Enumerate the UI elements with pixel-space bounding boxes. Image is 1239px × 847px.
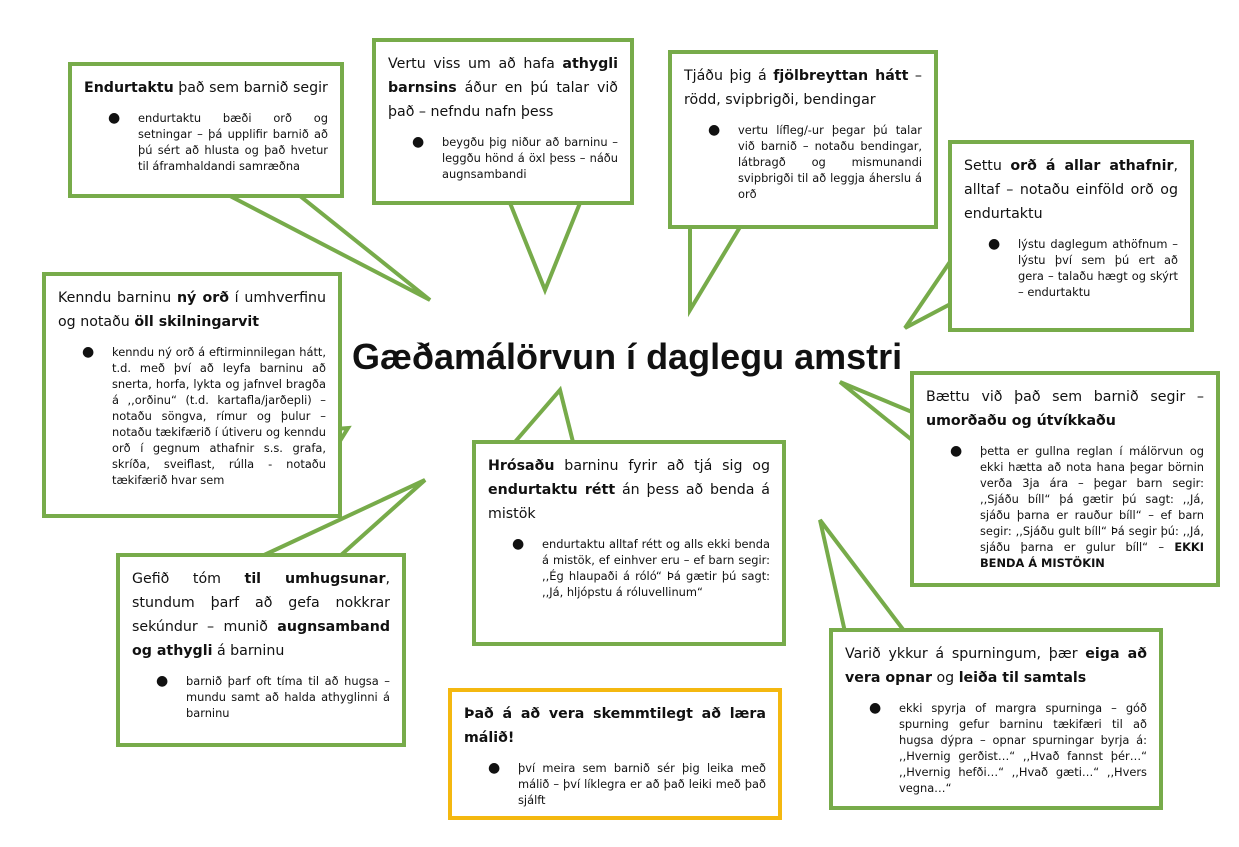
boxes.praise.head-run: barninu fyrir að tjá sig og xyxy=(554,458,770,474)
bullet-dot-icon: ● xyxy=(82,344,95,360)
box-repeat xyxy=(68,62,344,198)
bullet-dot-icon: ● xyxy=(869,700,882,716)
boxes.questions.head-run: leiða til samtals xyxy=(958,670,1087,686)
page-title: Gæðamálörvun í daglegu amstri xyxy=(352,336,903,377)
boxes.attention.head-run: athygli barnsins xyxy=(388,56,618,96)
box-varied xyxy=(668,50,938,229)
boxes.attention.head-run: áður en þú talar við það – nefndu nafn þess xyxy=(388,80,618,120)
boxes.words.head-run: Settu xyxy=(964,158,1011,174)
boxes.words.head-run: , alltaf – notaðu einföld orð og endurtaktu xyxy=(964,158,1178,222)
boxes.teach.head-run: Kenndu barninu xyxy=(58,290,177,306)
box-heading xyxy=(964,154,1178,226)
boxes.varied.head-run: Tjáðu þig á xyxy=(684,68,774,84)
boxes.time.head-run: , stundum þarf að gefa nokkrar sekúndur – munið xyxy=(132,571,390,635)
bullet-text xyxy=(518,760,766,808)
box-expand xyxy=(910,371,1220,587)
bullet-dot-icon: ● xyxy=(512,536,525,552)
box-heading xyxy=(132,567,390,663)
box-heading xyxy=(684,64,922,112)
bullet-text xyxy=(899,700,1147,796)
box-fun xyxy=(448,688,782,820)
bullet-dot-icon: ● xyxy=(950,443,963,459)
box-praise xyxy=(472,440,786,646)
boxes.praise.head-run: Hrósaðu xyxy=(488,458,555,474)
boxes.time.head-run: augnsamband og athygli xyxy=(132,619,390,659)
bullet-dot-icon: ● xyxy=(108,110,121,126)
bullet-item xyxy=(388,134,618,182)
boxes.time.bullet-run: barnið þarf oft tíma til að hugsa – mundu samt að halda athyglinni á barninu xyxy=(186,674,390,720)
box-heading xyxy=(926,385,1204,433)
boxes.questions.bullet-run: ekki spyrja of margra spurninga – góð spurning gefur barninu tækifæri til að hugsa dýpra – opnar spurningar byrja á: ,,Hvernig gerðist…“ ,,Hvað fannst þér…“ ,,Hvernig hefði…“ ,,Hvað gæti…“ ,,Hvers vegna…“ xyxy=(899,701,1147,795)
bullet-item xyxy=(58,344,326,488)
box-attention xyxy=(372,38,634,205)
bullet-text xyxy=(542,536,770,600)
bullet-text xyxy=(1018,236,1178,300)
boxes.teach.head-run: ný orð xyxy=(176,290,229,306)
box-questions xyxy=(829,628,1163,810)
box-heading xyxy=(58,286,326,334)
boxes.praise.head-run: án þess að benda á mistök xyxy=(488,482,770,522)
bullet-dot-icon: ● xyxy=(708,122,721,138)
boxes.questions.head-run: og xyxy=(931,670,959,686)
bullet-item xyxy=(684,122,922,202)
boxes.time.head-run: Gefið tóm xyxy=(132,571,245,587)
bullet-item xyxy=(488,536,770,600)
bullet-text xyxy=(442,134,618,182)
bullet-item xyxy=(964,236,1178,300)
boxes.varied.head-run: – rödd, svipbrigði, bendingar xyxy=(684,68,923,108)
boxes.expand.head-run: umorðaðu og útvíkkaðu xyxy=(926,413,1116,429)
boxes.time.head-run: til umhugsunar xyxy=(244,571,386,587)
boxes.varied.bullet-run: vertu lífleg/-ur þegar þú talar við barnið – notaðu bendingar, látbragð og mismunandi svipbrigði til að leggja áherslu á orð xyxy=(738,123,922,201)
bullet-item xyxy=(926,443,1204,571)
box-teach xyxy=(42,272,342,518)
boxes.praise.head-run: endurtaktu rétt xyxy=(488,482,616,498)
bullet-dot-icon: ● xyxy=(488,760,501,776)
tail-attention xyxy=(510,203,580,290)
bullet-text xyxy=(186,673,390,721)
bullet-text xyxy=(738,122,922,202)
tail-questions xyxy=(820,520,905,632)
boxes.praise.bullet-run: endurtaktu alltaf rétt og alls ekki benda á mistök, ef einhver eru – ef barn segir: ,,Ég hlaupaði á róló“ Þá gætir þú sagt: ,,Já, hljópstu á róluvellinum“ xyxy=(542,537,770,599)
boxes.questions.head-run: Varið ykkur á spurningum, þær xyxy=(845,646,1086,662)
boxes.words.bullet-run: lýstu daglegum athöfnum – lýstu því sem þú ert að gera – talaðu hægt og skýrt – endurtaktu xyxy=(1018,237,1178,299)
boxes.expand.bullet-run: þetta er gullna reglan í málörvun og ekki hætta að nota hana þegar börnin verða 3ja ára – þegar barn segir: ,,Sjáðu bíll“ þá gætir þú sagt: ,,Já, sjáðu þarna er rauður bíll“ – ef barn segir: ,,Sjáðu gult bíll“ Þá segir þú: ,,Já, sjáðu þarna er gulur bíll“ – xyxy=(980,444,1204,554)
bullet-dot-icon: ● xyxy=(988,236,1001,252)
boxes.questions.head-run: eiga að vera opnar xyxy=(845,646,1147,686)
box-time xyxy=(116,553,406,747)
bullet-item xyxy=(84,110,328,174)
boxes.repeat.head-run: það sem barnið segir xyxy=(173,80,328,96)
box-words xyxy=(948,140,1194,332)
bullet-text xyxy=(112,344,326,488)
boxes.teach.head-run: öll skilningarvit xyxy=(134,314,260,330)
box-heading xyxy=(388,52,618,124)
boxes.words.head-run: orð á allar athafnir xyxy=(1010,158,1174,174)
tail-varied xyxy=(690,227,740,310)
boxes.expand.head-run: Bættu við það sem barnið segir – xyxy=(926,389,1204,405)
boxes.fun.bullet-run: því meira sem barnið sér þig leika með málið – því líklegra er að það leiki með það sjálft xyxy=(518,761,766,807)
bullet-text xyxy=(138,110,328,174)
boxes.repeat.head-run: Endurtaktu xyxy=(84,80,174,96)
boxes.attention.head-run: Vertu viss um að hafa xyxy=(388,56,563,72)
box-heading xyxy=(488,454,770,526)
bullet-dot-icon: ● xyxy=(156,673,169,689)
boxes.time.head-run: á barninu xyxy=(212,643,285,659)
boxes.teach.bullet-run: kenndu ný orð á eftirminnilegan hátt, t.d. með því að leyfa barninu að snerta, horfa, lykta og jafnvel bragða á ,,orðinu“ (t.d. kartafla/jarðepli) – notaðu söngva, rímur og þulur – notaðu tækifærið í útiveru og kenndu orð í gegnum athafnir s.s. grafa, skríða, sveiflast, rúlla - notaðu tækifærið hvar sem xyxy=(112,345,326,487)
boxes.teach.head-run: í umhverfinu og notaðu xyxy=(58,290,327,330)
bullet-text xyxy=(980,443,1204,571)
bullet-item xyxy=(132,673,390,721)
box-heading xyxy=(464,702,766,750)
box-heading xyxy=(84,76,328,100)
boxes.repeat.bullet-run: endurtaktu bæði orð og setningar – þá upplifir barnið að þú sért að hlusta og það hvetur til áframhaldandi samræðna xyxy=(138,111,328,173)
bullet-item xyxy=(845,700,1147,796)
boxes.varied.head-run: fjölbreyttan hátt xyxy=(773,68,909,84)
boxes.expand.bullet-run: EKKI BENDA Á MISTÖKIN xyxy=(980,540,1204,570)
bullet-dot-icon: ● xyxy=(412,134,425,150)
boxes.attention.bullet-run: beygðu þig niður að barninu – leggðu hönd á öxl þess – náðu augnsambandi xyxy=(442,135,618,181)
box-heading xyxy=(845,642,1147,690)
boxes.fun.head-run: Það á að vera skemmtilegt að læra málið! xyxy=(464,706,766,746)
bullet-item xyxy=(464,760,766,808)
tail-expand xyxy=(840,382,912,440)
